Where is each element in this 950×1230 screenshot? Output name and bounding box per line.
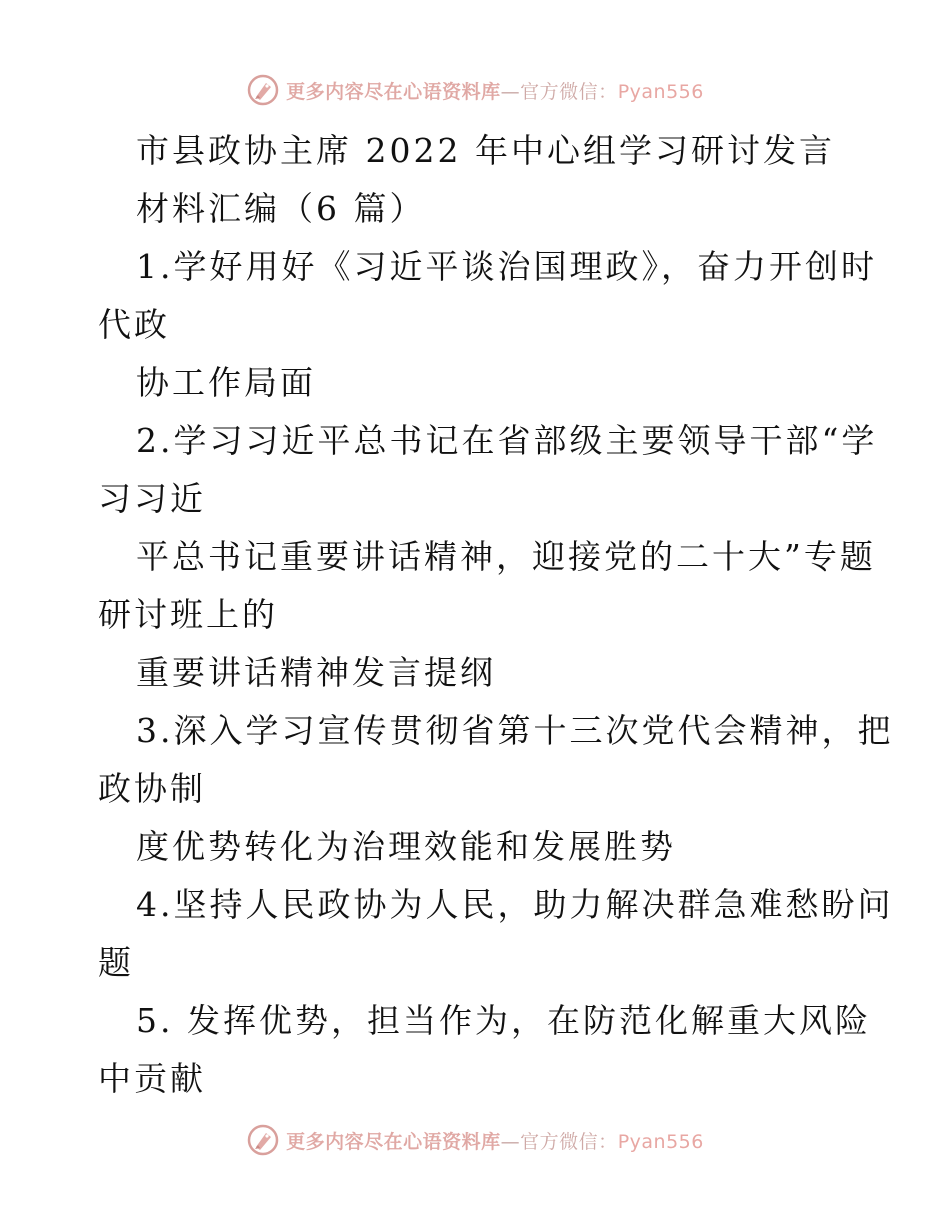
watermark-wechat-label: 官方微信：: [520, 80, 618, 103]
watermark-wechat-label: 官方微信：: [520, 1130, 618, 1153]
document-body: [98, 122, 894, 1108]
watermark-text: [286, 1127, 704, 1154]
watermark-separator: —: [500, 1130, 521, 1153]
toc-item-2-continued-4: 重要讲话精神发言提纲: [136, 653, 496, 692]
toc-item-3-continued-2: 度优势转化为治理效能和发展胜势: [136, 827, 676, 866]
watermark-site: 更多内容尽在心语资料库: [286, 1130, 501, 1153]
toc-item-2: 2.学习习近平总书记在省部级主要领导干部“学: [136, 421, 878, 460]
toc-item-5: 5. 发挥优势，担当作为，在防范化解重大风险: [136, 1001, 871, 1040]
document-title-line-1: 市县政协主席 2022 年中心组学习研讨发言: [136, 131, 835, 170]
toc-item-4: 4.坚持人民政协为人民，助力解决群急难愁盼问: [136, 885, 894, 924]
footer-watermark: [0, 1120, 950, 1160]
watermark-wechat-id: Pyan556: [617, 80, 704, 103]
header-watermark: [0, 70, 950, 110]
toc-item-1-continued-2: 协工作局面: [136, 363, 316, 402]
pen-nib-logo-icon: [246, 73, 280, 107]
watermark-wechat-id: Pyan556: [617, 1130, 704, 1153]
toc-item-1: 1.学好用好《习近平谈治国理政》，奋力开创时: [136, 247, 877, 286]
toc-item-1-continued: 代政: [98, 305, 170, 344]
watermark-separator: —: [500, 80, 521, 103]
pen-nib-logo-icon: [246, 1123, 280, 1157]
toc-item-4-continued: 题: [98, 943, 134, 982]
toc-item-2-continued-2: 平总书记重要讲话精神，迎接党的二十大”专题: [136, 537, 876, 576]
toc-item-3-continued: 政协制: [98, 769, 206, 808]
toc-item-2-continued-3: 研讨班上的: [98, 595, 278, 634]
toc-item-3: 3.深入学习宣传贯彻省第十三次党代会精神，把: [136, 711, 894, 750]
toc-item-5-continued: 中贡献: [98, 1059, 206, 1098]
document-title-line-2: 材料汇编（6 篇）: [136, 189, 426, 228]
watermark-text: [286, 77, 704, 104]
watermark-site: 更多内容尽在心语资料库: [286, 80, 501, 103]
toc-item-2-continued: 习习近: [98, 479, 206, 518]
